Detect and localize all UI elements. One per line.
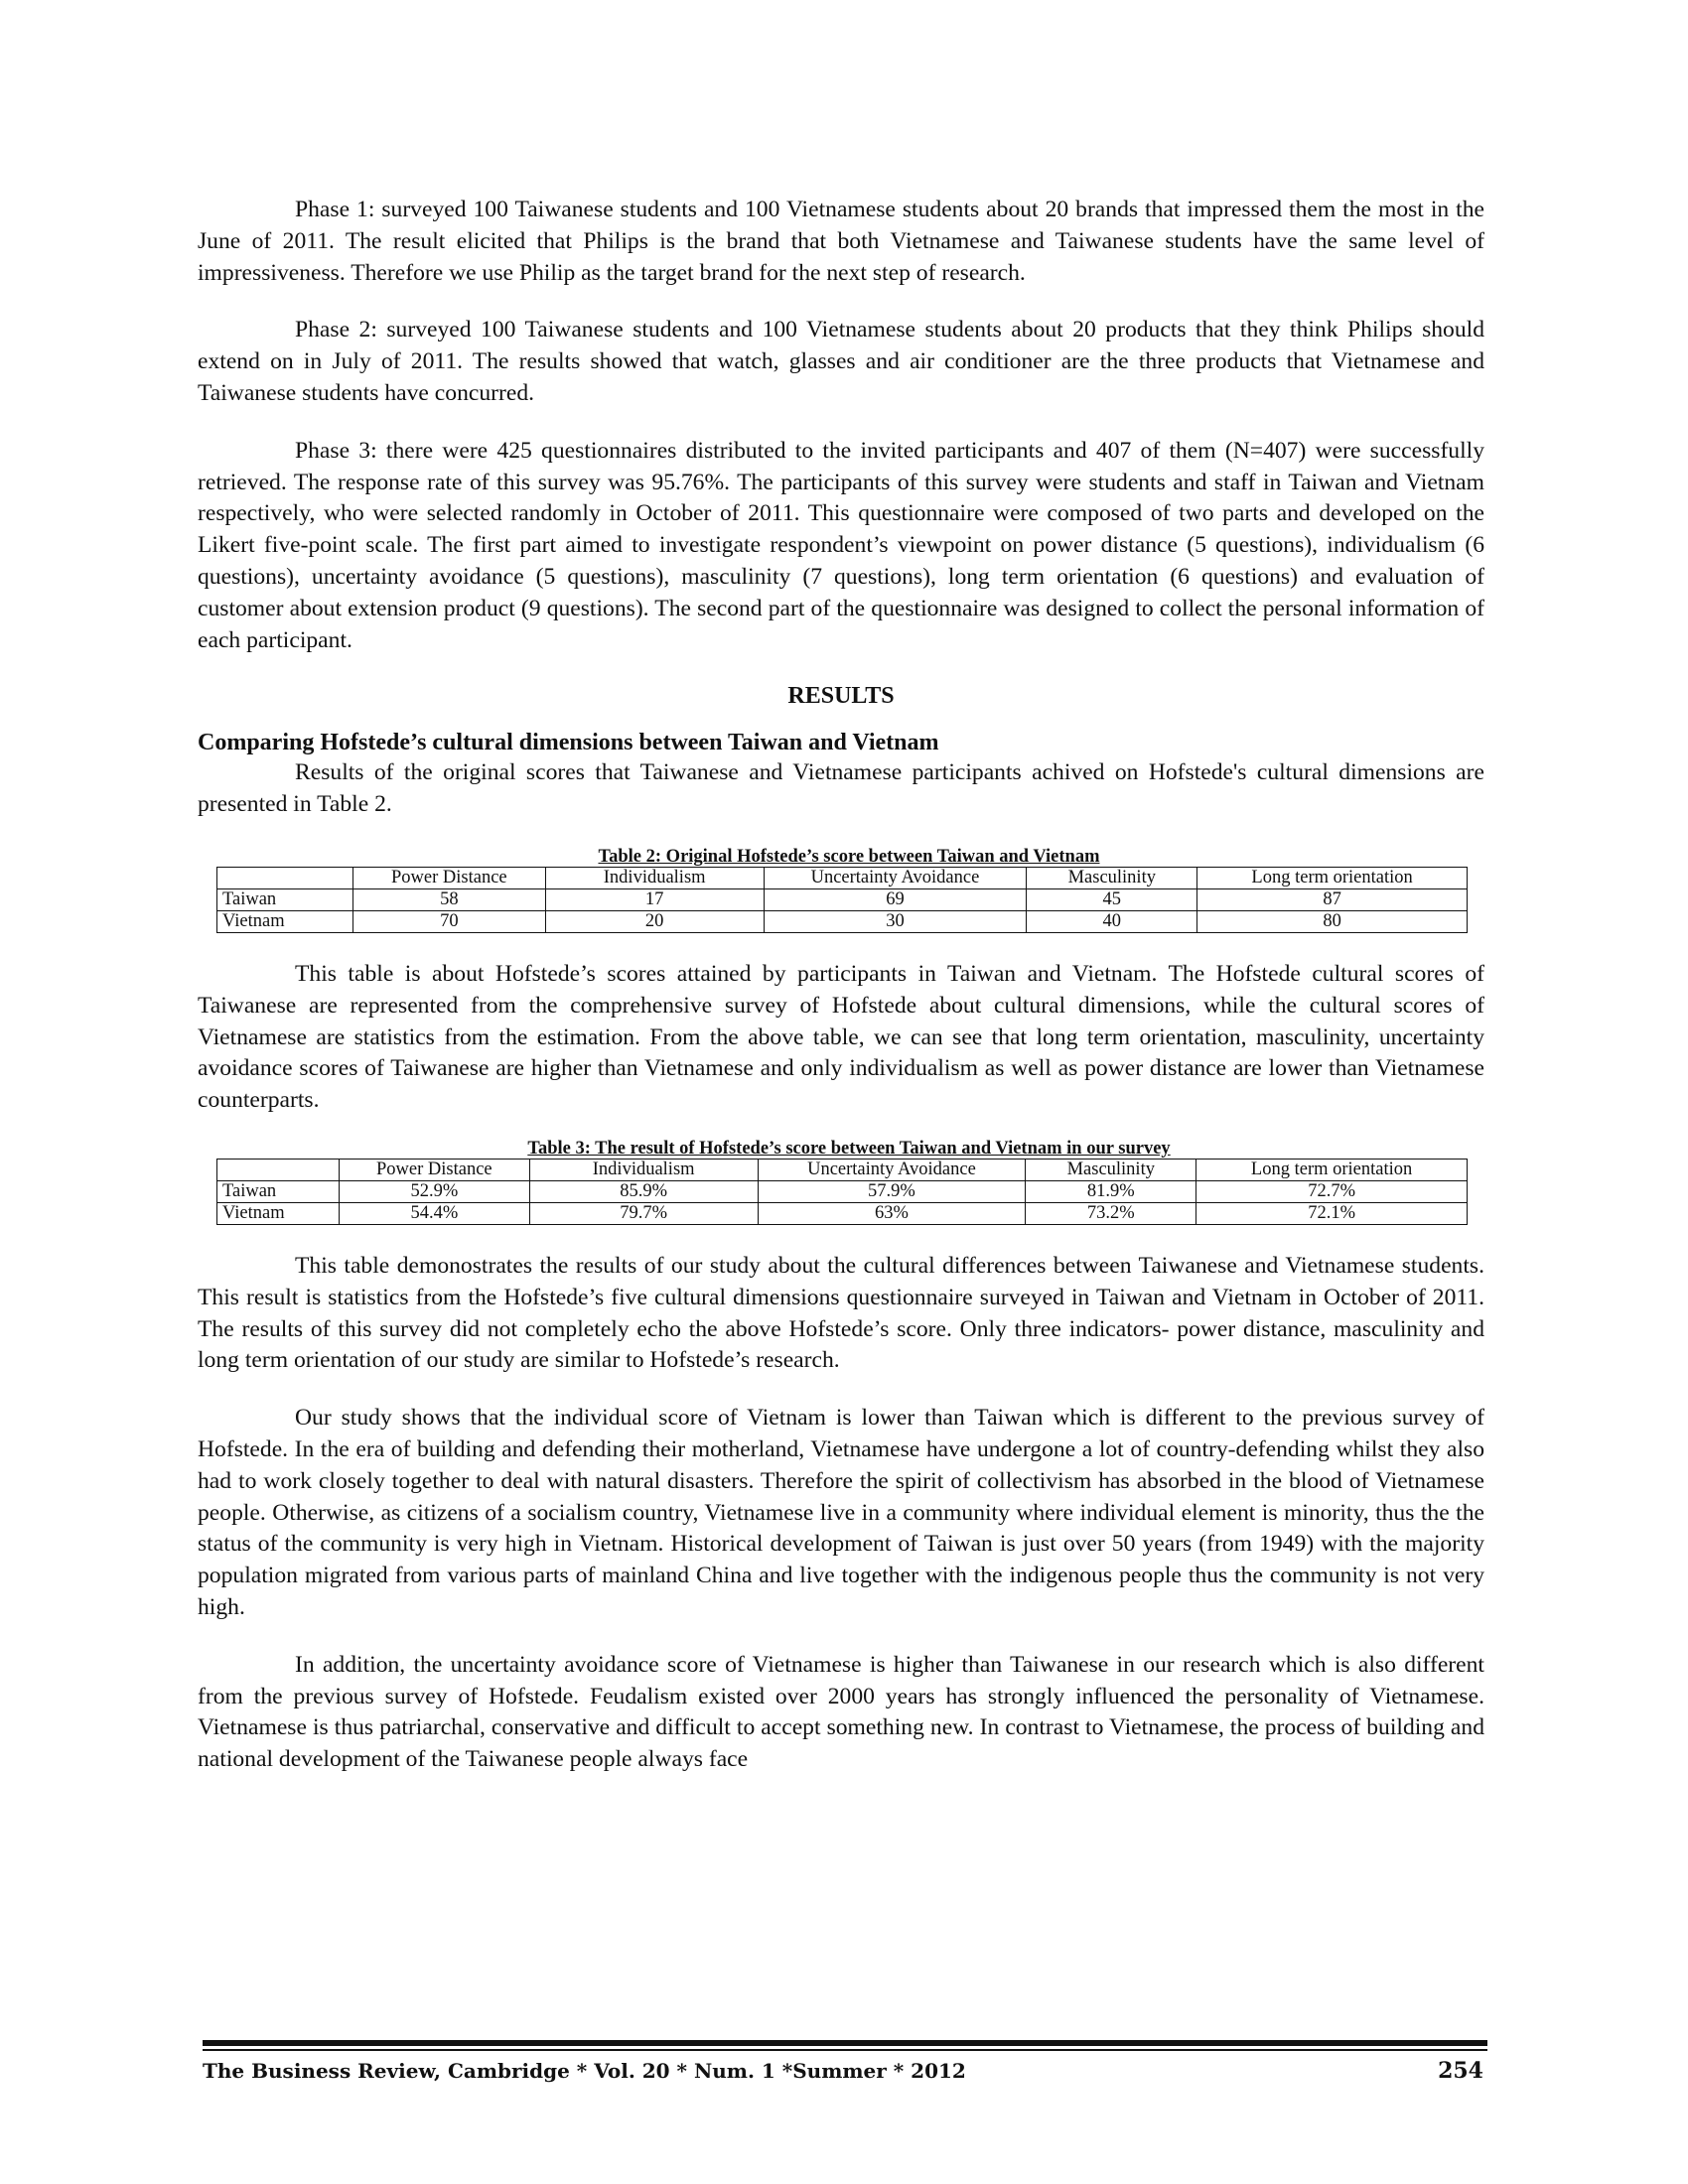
table-row bbox=[217, 888, 1468, 910]
page-content bbox=[198, 195, 1484, 1776]
table-header-cell bbox=[217, 1159, 340, 1180]
table-cell: 79.7% bbox=[529, 1202, 758, 1224]
paragraph-individualism: Our study shows that the individual score of Vietnam is lower than Taiwan which is different to the previous survey of Hofstede. In the era of building and defending their motherland, Vietnamese have undergone a lot of country-defending whilst they also had to work closely together to deal with natural disasters. Therefore the spirit of collectivism has absorbed in the blood of Vietnamese people. Otherwise, as citizens of a socialism country, Vietnamese live in a community where individual element is minority, thus the the status of the community is very high in Vietnam. Historical development of Taiwan is just over 50 years (from 1949) with the majority population migrated from various parts of mainland China and live together with the indigenous people thus the community is not very high. bbox=[198, 1405, 1484, 1620]
table-cell: 72.7% bbox=[1196, 1180, 1468, 1202]
table-3 bbox=[216, 1159, 1468, 1225]
table-header-cell: Masculinity bbox=[1026, 1159, 1196, 1180]
table-cell: 30 bbox=[764, 910, 1027, 932]
table-2-caption: Table 2: Original Hofstede’s score between Taiwan and Vietnam bbox=[598, 846, 1100, 867]
table-row bbox=[217, 1202, 1468, 1224]
footer-rule bbox=[203, 2040, 1487, 2046]
table-cell: 54.4% bbox=[339, 1202, 529, 1224]
table-3-block bbox=[198, 1139, 1484, 1225]
section-heading-results: RESULTS bbox=[787, 683, 895, 710]
table-header-cell: Long term orientation bbox=[1196, 1159, 1468, 1180]
paragraph-after-table-3: This table demonostrates the results of our study about the cultural differences between Taiwanese and Vietnamese students. This result is statistics from the Hofstede’s five cultural dimensions questionnaire surveyed in Taiwan and Vietnam in October of 2011. The results of this survey did not completely echo the above Hofstede’s score. Only three indicators- power distance, masculinity and long term orientation of our study are similar to Hofstede’s research. bbox=[198, 1252, 1484, 1374]
paragraph-phase-1: Phase 1: surveyed 100 Taiwanese students and 100 Vietnamese students about 20 brands that impressed them the most in the June of 2011. The result elicited that Philips is the brand that both Vietnamese and Taiwanese students have the same level of impressiveness. Therefore we use Philip as the target brand for the next step of research. bbox=[198, 197, 1484, 286]
table-header-cell: Uncertainty Avoidance bbox=[758, 1159, 1026, 1180]
table-cell: 17 bbox=[545, 888, 764, 910]
paragraph-after-table-2: This table is about Hofstede’s scores attained by participants in Taiwan and Vietnam. The Hofstede cultural scores of Taiwanese are represented from the comprehensive survey of Hofstede about cultural dimensions, while the cultural scores of Vietnamese are statistics from the estimation. From the above table, we can see that long term orientation, masculinity, uncertainty avoidance scores of Taiwanese are higher than Vietnamese and only individualism as well as power distance are lower than Vietnamese counterparts. bbox=[198, 960, 1484, 1114]
paragraph-phase-2: Phase 2: surveyed 100 Taiwanese students and 100 Vietnamese students about 20 products that they think Philips should extend on in July of 2011. The results showed that watch, glasses and air conditioner are the three products that Vietnamese and Taiwanese students have concurred. bbox=[198, 317, 1484, 406]
table-cell: 80 bbox=[1197, 910, 1468, 932]
page-number: 254 bbox=[1438, 2058, 1483, 2084]
table-cell: 40 bbox=[1027, 910, 1197, 932]
table-cell: 72.1% bbox=[1196, 1202, 1468, 1224]
table-2-block bbox=[198, 847, 1484, 933]
table-header-cell: Individualism bbox=[529, 1159, 758, 1180]
table-cell: 57.9% bbox=[758, 1180, 1026, 1202]
subsection-heading: Comparing Hofstede’s cultural dimensions between Taiwan and Vietnam bbox=[198, 730, 939, 756]
table-header-cell: Individualism bbox=[545, 867, 764, 888]
table-cell: 85.9% bbox=[529, 1180, 758, 1202]
table-header-cell: Masculinity bbox=[1027, 867, 1197, 888]
table-header-cell bbox=[217, 867, 353, 888]
table-header-row bbox=[217, 1159, 1468, 1180]
row-label: Taiwan bbox=[217, 1180, 340, 1202]
table-3-caption: Table 3: The result of Hofstede’s score between Taiwan and Vietnam in our survey bbox=[527, 1138, 1171, 1159]
row-label: Taiwan bbox=[217, 888, 353, 910]
table-2 bbox=[216, 867, 1468, 933]
table-cell: 45 bbox=[1027, 888, 1197, 910]
table-cell: 70 bbox=[352, 910, 545, 932]
table-cell: 20 bbox=[545, 910, 764, 932]
table-header-cell: Power Distance bbox=[352, 867, 545, 888]
table-cell: 69 bbox=[764, 888, 1027, 910]
footer-rule-thin bbox=[203, 2049, 1487, 2051]
table-header-cell: Uncertainty Avoidance bbox=[764, 867, 1027, 888]
page-footer bbox=[203, 2058, 1487, 2084]
table-cell: 73.2% bbox=[1026, 1202, 1196, 1224]
table-cell: 58 bbox=[352, 888, 545, 910]
table-cell: 63% bbox=[758, 1202, 1026, 1224]
table-cell: 81.9% bbox=[1026, 1180, 1196, 1202]
table-row bbox=[217, 910, 1468, 932]
paragraph-uncertainty: In addition, the uncertainty avoidance score of Vietnamese is higher than Taiwanese in our research which is also different from the previous survey of Hofstede. Feudalism existed over 2000 years has strongly influenced the personality of Vietnamese. Vietnamese is thus patriarchal, conservative and difficult to accept something new. In contrast to Vietnamese, the process of building and national development of the Taiwanese people always face bbox=[198, 1651, 1484, 1773]
table-header-cell: Long term orientation bbox=[1197, 867, 1468, 888]
table-row bbox=[217, 1180, 1468, 1202]
row-label: Vietnam bbox=[217, 1202, 340, 1224]
table-cell: 52.9% bbox=[339, 1180, 529, 1202]
journal-citation: The Business Review, Cambridge * Vol. 20 * Num. 1 *Summer * 2012 bbox=[203, 2059, 966, 2083]
table-header-cell: Power Distance bbox=[339, 1159, 529, 1180]
table-cell: 87 bbox=[1197, 888, 1468, 910]
row-label: Vietnam bbox=[217, 910, 353, 932]
paragraph-results-intro: Results of the original scores that Taiwanese and Vietnamese participants achived on Hofstede's cultural dimensions are presented in Table 2. bbox=[198, 759, 1484, 818]
table-header-row bbox=[217, 867, 1468, 888]
paragraph-phase-3: Phase 3: there were 425 questionnaires distributed to the invited participants and 407 of them (N=407) were successfully retrieved. The response rate of this survey was 95.76%. The participants of this survey were students and staff in Taiwan and Vietnam respectively, who were selected randomly in October of 2011. This questionnaire were composed of two parts and developed on the Likert five-point scale. The first part aimed to investigate respondent’s viewpoint on power distance (5 questions), individualism (6 questions), uncertainty avoidance (5 questions), masculinity (7 questions), long term orientation (6 questions) and evaluation of customer about extension product (9 questions). The second part of the questionnaire was designed to collect the personal information of each participant. bbox=[198, 437, 1484, 653]
